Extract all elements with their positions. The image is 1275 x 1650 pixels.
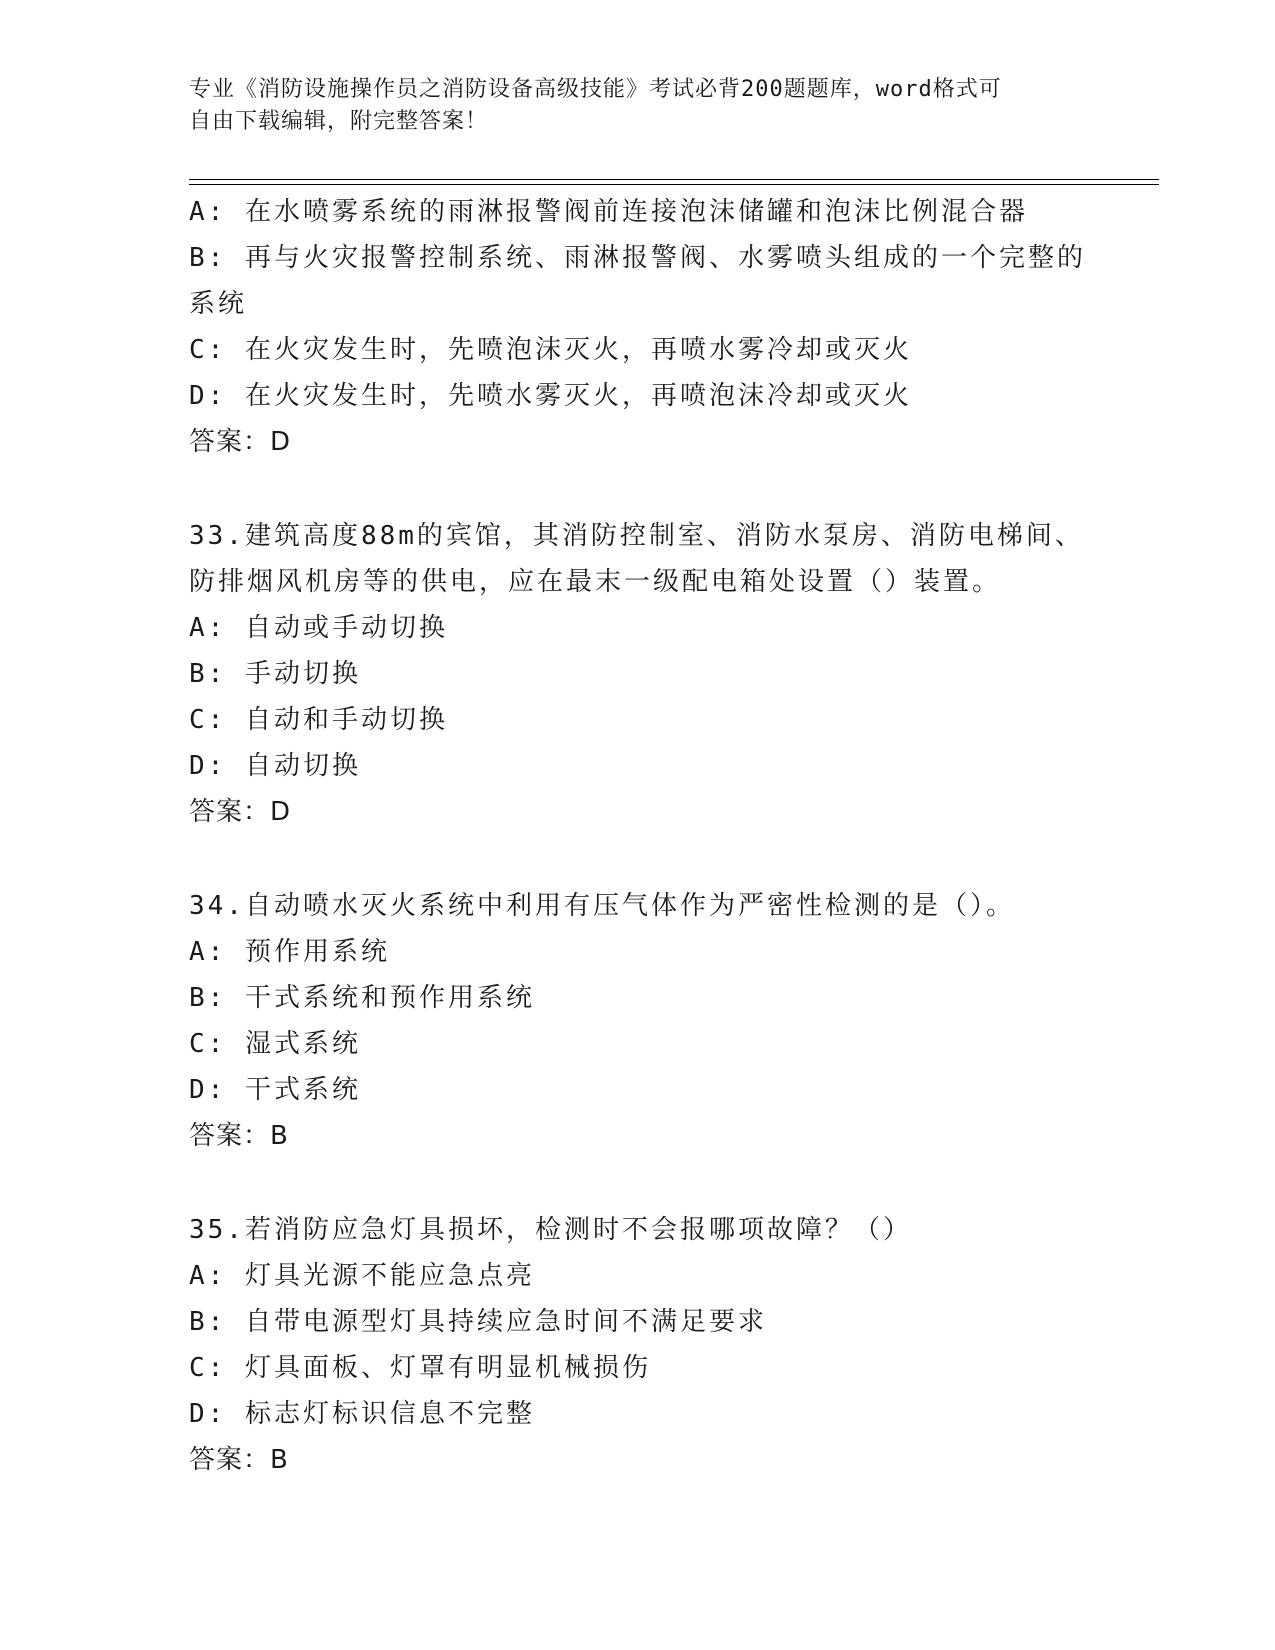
header-divider-top — [189, 179, 1159, 180]
spacer — [189, 1159, 1089, 1207]
option-c: C: 在火灾发生时，先喷泡沫灭火，再喷水雾冷却或灭火 — [189, 335, 912, 365]
question-33 — [189, 513, 1089, 835]
header-line-2: 自由下载编辑，附完整答案！ — [189, 109, 489, 134]
option-c: C: 灯具面板、灯罩有明显机械损伤 — [189, 1353, 651, 1383]
question-34 — [189, 883, 1089, 1159]
option-b: B: 自带电源型灯具持续应急时间不满足要求 — [189, 1307, 767, 1337]
option-b-continued: 系统 — [189, 289, 248, 319]
question-stem-continued: 防排烟风机房等的供电，应在最末一级配电箱处设置（）装置。 — [189, 567, 1002, 597]
answer: 答案：B — [189, 1121, 289, 1151]
question-list — [189, 189, 1089, 1483]
spacer — [189, 835, 1089, 883]
option-d: D: 自动切换 — [189, 751, 361, 781]
option-d: D: 标志灯标识信息不完整 — [189, 1399, 535, 1429]
option-a: A: 自动或手动切换 — [189, 613, 448, 643]
option-a: A: 灯具光源不能应急点亮 — [189, 1261, 535, 1291]
spacer — [189, 465, 1089, 513]
option-a: A: 预作用系统 — [189, 937, 390, 967]
question-stem: 34.自动喷水灭火系统中利用有压气体作为严密性检测的是（）。 — [189, 891, 1015, 921]
option-d: D: 干式系统 — [189, 1075, 361, 1105]
question-35 — [189, 1207, 1089, 1483]
question-32-continued — [189, 189, 1089, 465]
option-b: B: 干式系统和预作用系统 — [189, 983, 535, 1013]
option-b: B: 手动切换 — [189, 659, 361, 689]
document-header — [189, 74, 1089, 138]
answer: 答案：B — [189, 1445, 289, 1475]
option-b: B: 再与火灾报警控制系统、雨淋报警阀、水雾喷头组成的一个完整的 — [189, 243, 1086, 273]
option-d: D: 在火灾发生时，先喷水雾灭火，再喷泡沫冷却或灭火 — [189, 381, 912, 411]
option-c: C: 自动和手动切换 — [189, 705, 448, 735]
answer: 答案：D — [189, 427, 292, 457]
question-stem: 35.若消防应急灯具损坏，检测时不会报哪项故障？（） — [189, 1215, 912, 1245]
header-line-1: 专业《消防设施操作员之消防设备高级技能》考试必背200题题库，word格式可 — [189, 77, 1002, 102]
option-c: C: 湿式系统 — [189, 1029, 361, 1059]
header-divider-bottom — [189, 184, 1159, 185]
question-stem: 33.建筑高度88m的宾馆，其消防控制室、消防水泵房、消防电梯间、 — [189, 521, 1084, 551]
option-a: A: 在水喷雾系统的雨淋报警阀前连接泡沫储罐和泡沫比例混合器 — [189, 197, 1028, 227]
answer: 答案：D — [189, 797, 292, 827]
